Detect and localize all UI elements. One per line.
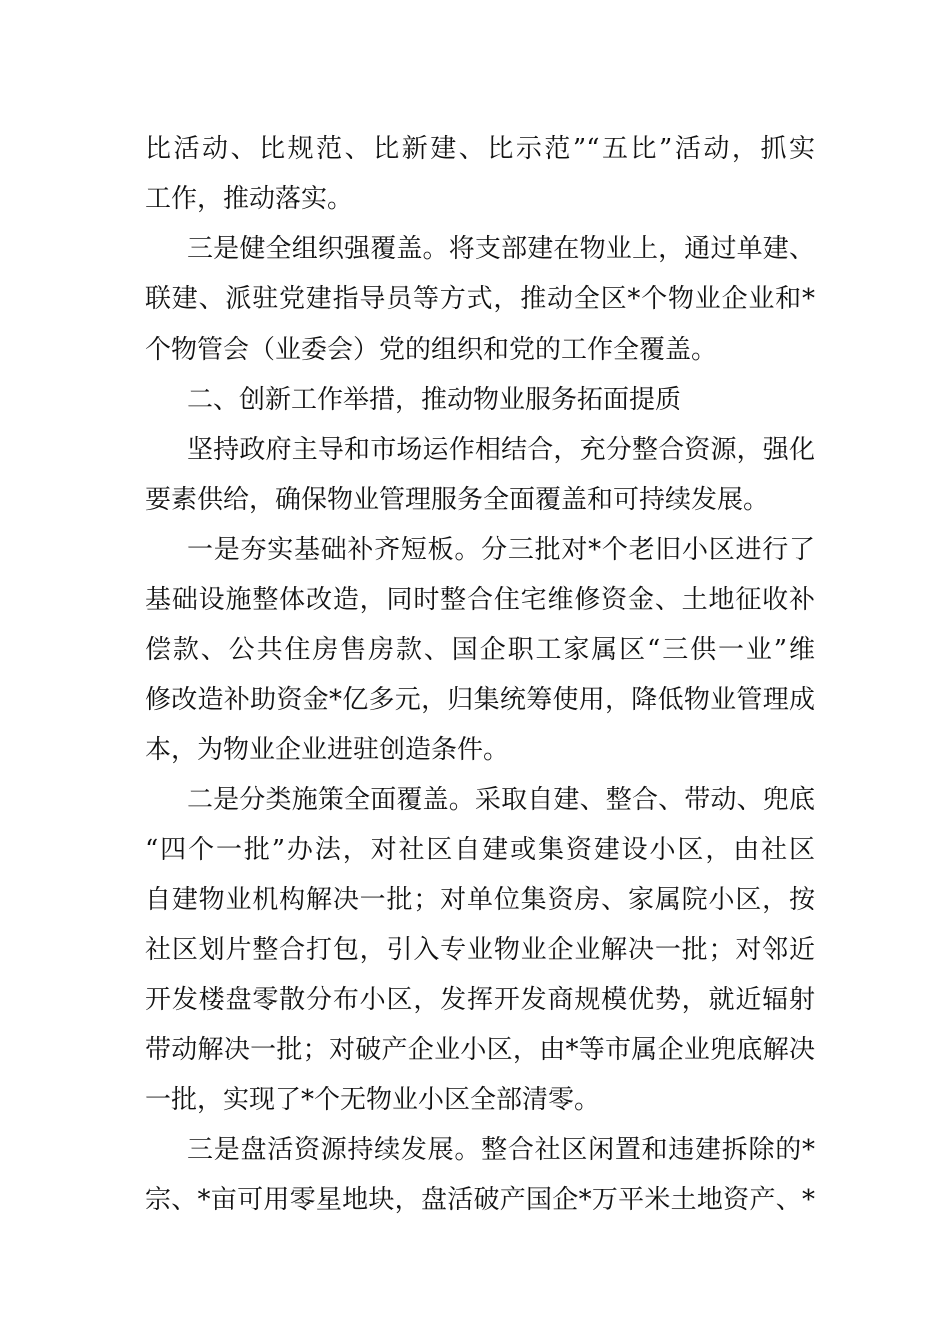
text-line-2: 工作，推动落实。	[145, 184, 354, 214]
text-line-21: 三是盘活资源持续发展。整合社区闲置和违建拆除的*	[187, 1135, 815, 1165]
text-line-16: 自建物业机构解决一批；对单位集资房、家属院小区，按	[145, 885, 815, 915]
text-line-14: 二是分类施策全面覆盖。采取自建、整合、带动、兜底	[187, 785, 815, 815]
text-line-15: “四个一批”办法，对社区自建或集资建设小区，由社区	[145, 835, 815, 865]
text-line-5: 个物管会（业委会）党的组织和党的工作全覆盖。	[145, 335, 718, 365]
text-line-17: 社区划片整合打包，引入专业物业企业解决一批；对邻近	[145, 935, 815, 965]
text-line-9: 一是夯实基础补齐短板。分三批对*个老旧小区进行了	[187, 535, 815, 565]
text-line-12: 修改造补助资金*亿多元，归集统筹使用，降低物业管理成	[145, 685, 815, 715]
text-line-18: 开发楼盘零散分布小区，发挥开发商规模优势，就近辐射	[145, 985, 815, 1015]
text-line-4: 联建、派驻党建指导员等方式，推动全区*个物业企业和*	[145, 284, 815, 314]
section-heading: 二、创新工作举措，推动物业服务拓面提质	[187, 385, 682, 415]
text-line-7: 坚持政府主导和市场运作相结合，充分整合资源，强化	[187, 435, 815, 465]
text-line-20: 一批，实现了*个无物业小区全部清零。	[145, 1085, 601, 1115]
text-line-8: 要素供给，确保物业管理服务全面覆盖和可持续发展。	[145, 485, 770, 515]
text-line-10: 基础设施整体改造，同时整合住宅维修资金、土地征收补	[145, 585, 815, 615]
text-line-3: 三是健全组织强覆盖。将支部建在物业上，通过单建、	[187, 234, 815, 264]
text-line-13: 本，为物业企业进驻创造条件。	[145, 735, 510, 765]
text-line-11: 偿款、公共住房售房款、国企职工家属区“三供一业”维	[145, 635, 815, 665]
text-line-22: 宗、*亩可用零星地块，盘活破产国企*万平米土地资产、*	[145, 1185, 815, 1215]
text-line-1: 比活动、比规范、比新建、比示范”“五比”活动，抓实	[145, 134, 815, 164]
text-line-19: 带动解决一批；对破产企业小区，由*等市属企业兜底解决	[145, 1035, 815, 1065]
